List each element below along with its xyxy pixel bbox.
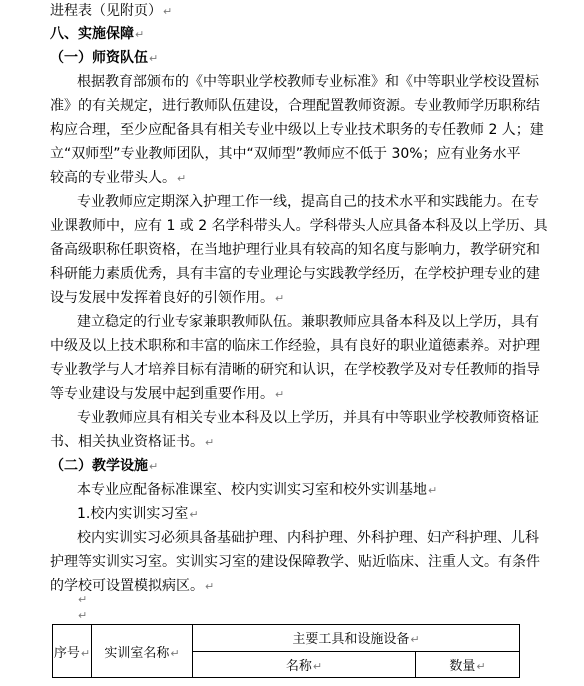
text-line: 专业教师应定期深入护理工作一线，提高自己的技术水平和实践能力。在专	[77, 194, 539, 210]
text-line: 准》的有关规定，进行教师队伍建设，合理配置教师资源。专业教师学历职称结	[50, 98, 540, 114]
text-line: 业课教师中，应有 1 或 2 名学科带头人。学科带头人应具备本科及以上学历、具	[50, 218, 548, 234]
text-line: 专业教学与人才培养目标有清晰的研究和认识，在学校教学及对专任教师的指导	[50, 362, 540, 378]
text-line: 进程表（见附页）↵	[50, 3, 173, 19]
text-line: 1.校内实训实习室↵	[77, 506, 199, 522]
text-line: 科研能力素质优秀，具有丰富的专业理论与实践教学经历，在学校护理专业的建	[50, 266, 540, 282]
text-line: 立“双师型”专业教师团队，其中“双师型”教师应不低于 30%；应有业务水平	[50, 146, 521, 162]
text-line: 建立稳定的行业专家兼职教师队伍。兼职教师应具备本科及以上学历，具有	[77, 314, 539, 330]
paragraph-mark: ↵	[78, 609, 88, 622]
text-line: 本专业应配备标准课室、校内实训实习室和校外实训基地↵	[77, 482, 438, 498]
text-line: 较高的专业带头人。↵	[50, 170, 187, 186]
text-line: 构应合理，至少应配备具有相关专业中级以上专业技术职务的专任教师 2 人；建	[50, 122, 544, 138]
col-header-qty: 数量↵	[416, 651, 520, 678]
subsection-heading: （一）师资队伍↵	[50, 50, 159, 66]
section-heading: 八、实施保障↵	[50, 26, 145, 42]
equipment-table	[52, 624, 520, 678]
text-line: 专业教师应具有相关专业本科及以上学历，并具有中等职业学校教师资格证	[77, 410, 539, 426]
text-line: 的学校可设置模拟病区。↵	[50, 578, 215, 594]
text-line: 设与发展中发挥着良好的引领作用。↵	[50, 290, 285, 306]
col-header-no: 序号↵	[53, 625, 92, 678]
text-line: 校内实训实习必须具备基础护理、内科护理、外科护理、妇产科护理、儿科	[77, 530, 539, 546]
text-line: 根据教育部颁布的《中等职业学校教师专业标准》和《中等职业学校设置标	[77, 74, 539, 90]
text-line: 等专业建设与发展中起到重要作用。↵	[50, 386, 285, 402]
text-line: 中级及以上技术职称和丰富的临床工作经验，具有良好的职业道德素养。对护理	[50, 338, 540, 354]
text-line: 书、相关执业资格证书。↵	[50, 434, 215, 450]
paragraph-mark: ↵	[78, 593, 88, 606]
text-line: 备高级职称任职资格，在当地护理行业具有较高的知名度与影响力，教学研究和	[50, 242, 540, 258]
subsection-heading: （二）教学设施↵	[50, 458, 159, 474]
text-line: 护理等实训实习室。实训实习室的建设保障教学、贴近临床、注重人文。有条件	[50, 554, 540, 570]
col-header-main: 主要工具和设施设备↵	[193, 625, 520, 652]
col-header-room: 实训室名称↵	[92, 625, 193, 678]
col-header-name: 名称↵	[193, 651, 416, 678]
